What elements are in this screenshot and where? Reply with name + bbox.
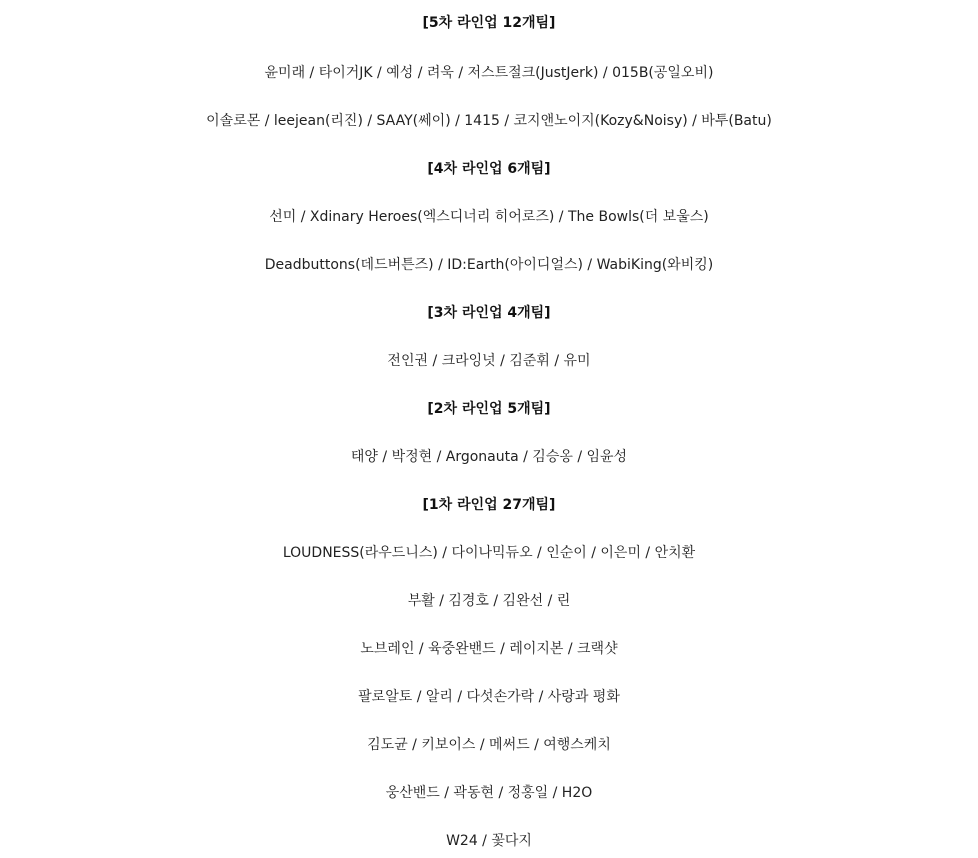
lineup-1-line-1: LOUDNESS(라우드니스) / 다이나믹듀오 / 인순이 / 이은미 / 안치환 <box>282 545 696 561</box>
lineup-4-line-1: 선미 / Xdinary Heroes(엑스디너리 히어로즈) / The Bowls(더 보울스) <box>269 209 709 225</box>
lineup-4-heading: [4차 라인업 6개팀] <box>427 161 551 177</box>
lineup-5-line-2: 이솔로몬 / leejean(리진) / SAAY(쎄이) / 1415 / 코지앤노이지(Kozy&Noisy) / 바투(Batu) <box>206 113 772 129</box>
lineup-2-heading: [2차 라인업 5개팀] <box>427 401 551 417</box>
lineup-3-heading: [3차 라인업 4개팀] <box>427 305 551 321</box>
lineup-2-line-1: 태양 / 박정현 / Argonauta / 김승옹 / 임윤성 <box>350 449 628 465</box>
lineup-1-line-3: 노브레인 / 육중완밴드 / 레이지본 / 크랙샷 <box>360 641 618 657</box>
lineup-4-line-2: Deadbuttons(데드버튼즈) / ID:Earth(아이디얼스) / WabiKing(와비킹) <box>264 257 714 273</box>
lineup-1-line-2: 부활 / 김경호 / 김완선 / 린 <box>407 593 571 609</box>
lineup-3-line-1: 전인권 / 크라잉넛 / 김준휘 / 유미 <box>387 353 591 369</box>
lineup-1-line-7: W24 / 꽃다지 <box>446 833 532 849</box>
lineup-5-line-1: 윤미래 / 타이거JK / 예성 / 려욱 / 저스트절크(JustJerk) / 015B(공일오비) <box>264 65 714 81</box>
lineup-1-heading: [1차 라인업 27개팀] <box>422 497 556 513</box>
lineup-1-line-4: 팔로알토 / 알리 / 다섯손가락 / 사랑과 평화 <box>358 689 620 705</box>
lineup-5-heading: [5차 라인업 12개팀] <box>422 15 556 31</box>
lineup-1-line-5: 김도균 / 키보이스 / 메써드 / 여행스케치 <box>367 737 611 753</box>
lineup-1-line-6: 웅산밴드 / 곽동현 / 정홍일 / H2O <box>385 785 593 801</box>
